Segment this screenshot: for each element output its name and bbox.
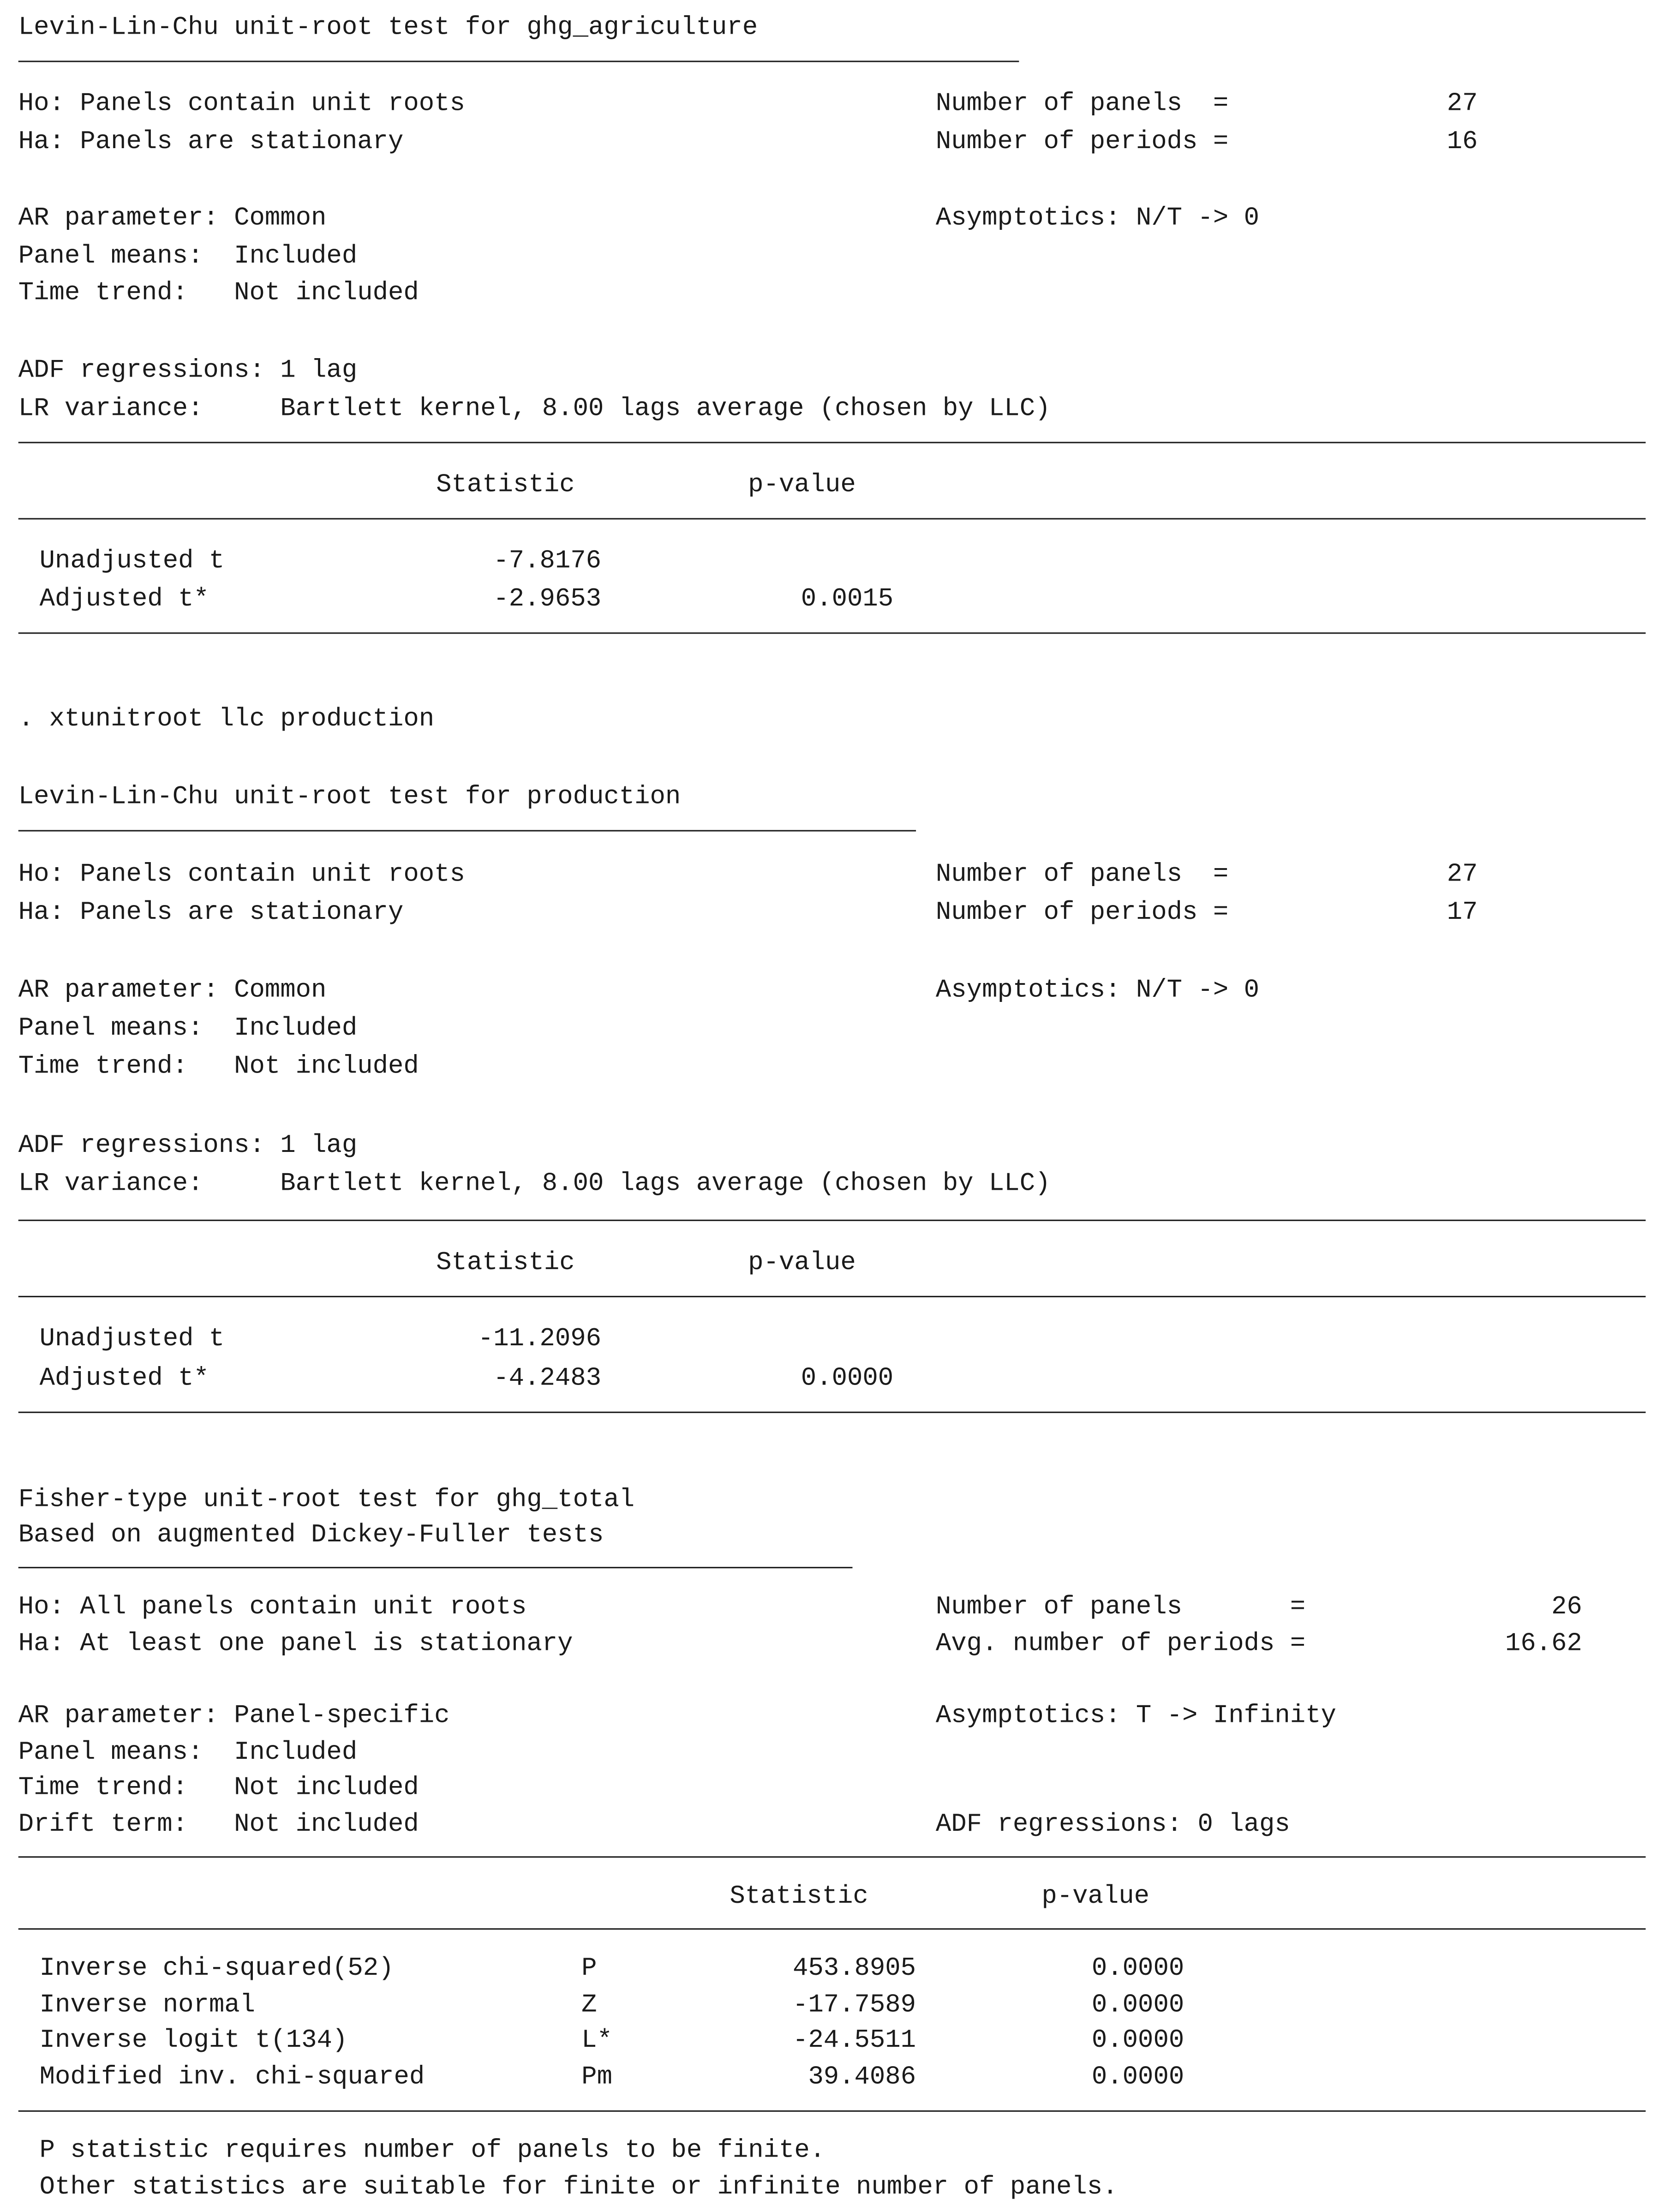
null-hypothesis: Ho: All panels contain unit roots bbox=[18, 1594, 527, 1622]
row-pvalue: 0.0000 bbox=[1091, 2027, 1184, 2056]
row-statistic: -4.2483 bbox=[493, 1365, 602, 1393]
panels-label: Number of panels = bbox=[935, 90, 1229, 119]
column-header-pvalue: p-value bbox=[748, 471, 856, 500]
section-title: Levin-Lin-Chu unit-root test for ghg_agriculture bbox=[18, 14, 758, 42]
ar-parameter: AR parameter: Common bbox=[18, 977, 327, 1005]
row-pvalue: 0.0000 bbox=[1091, 2063, 1184, 2092]
time-trend: Time trend: Not included bbox=[18, 1774, 419, 1803]
section-title: Fisher-type unit-root test for ghg_total bbox=[18, 1486, 635, 1515]
row-pvalue: 0.0000 bbox=[1091, 1991, 1184, 2020]
row-label: Unadjusted t bbox=[39, 1325, 225, 1354]
panels-value: 26 bbox=[1551, 1594, 1582, 1622]
adf-regressions: ADF regressions: 0 lags bbox=[935, 1811, 1290, 1840]
table-top-rule bbox=[18, 1856, 1646, 1858]
row-symbol: P bbox=[581, 1955, 597, 1984]
row-label: Modified inv. chi-squared bbox=[39, 2063, 425, 2092]
title-underline bbox=[18, 830, 916, 832]
panel-means: Panel means: Included bbox=[18, 243, 358, 271]
column-header-pvalue: p-value bbox=[748, 1249, 856, 1278]
row-label: Unadjusted t bbox=[39, 547, 225, 576]
adf-regressions: ADF regressions: 1 lag bbox=[18, 1132, 358, 1161]
drift-term: Drift term: Not included bbox=[18, 1811, 419, 1840]
panels-label: Number of panels = bbox=[935, 861, 1229, 889]
column-header-pvalue: p-value bbox=[1041, 1883, 1150, 1912]
table-top-rule bbox=[18, 1220, 1646, 1221]
row-statistic: -17.7589 bbox=[792, 1991, 916, 2020]
alt-hypothesis: Ha: Panels are stationary bbox=[18, 128, 404, 157]
null-hypothesis: Ho: Panels contain unit roots bbox=[18, 90, 465, 119]
ar-parameter: AR parameter: Common bbox=[18, 204, 327, 233]
footnote: P statistic requires number of panels to be finite. bbox=[39, 2137, 826, 2166]
row-pvalue: 0.0015 bbox=[801, 586, 894, 614]
row-statistic: -24.5511 bbox=[792, 2027, 916, 2056]
row-statistic: -11.2096 bbox=[478, 1325, 602, 1354]
periods-label: Number of periods = bbox=[935, 128, 1229, 157]
asymptotics: Asymptotics: N/T -> 0 bbox=[935, 977, 1259, 1005]
section-title: Levin-Lin-Chu unit-root test for production bbox=[18, 783, 681, 812]
row-statistic: 453.8905 bbox=[792, 1955, 916, 1984]
footnote: Other statistics are suitable for finite or infinite number of panels. bbox=[39, 2174, 1118, 2202]
column-header-statistic: Statistic bbox=[730, 1883, 868, 1912]
header-rule bbox=[18, 518, 1646, 520]
periods-value: 16.62 bbox=[1505, 1630, 1582, 1659]
row-label: Adjusted t* bbox=[39, 1365, 209, 1393]
panels-value: 27 bbox=[1447, 90, 1478, 119]
title-underline bbox=[18, 1567, 853, 1568]
time-trend: Time trend: Not included bbox=[18, 1053, 419, 1081]
ar-parameter: AR parameter: Panel-specific bbox=[18, 1702, 450, 1731]
row-symbol: Z bbox=[581, 1991, 597, 2020]
panel-means: Panel means: Included bbox=[18, 1739, 358, 1768]
row-pvalue: 0.0000 bbox=[1091, 1955, 1184, 1984]
periods-label: Number of periods = bbox=[935, 899, 1229, 928]
panels-value: 27 bbox=[1447, 861, 1478, 889]
panels-label: Number of panels = bbox=[935, 1594, 1306, 1622]
row-statistic: 39.4086 bbox=[808, 2063, 916, 2092]
header-rule bbox=[18, 1928, 1646, 1930]
row-pvalue: 0.0000 bbox=[801, 1365, 894, 1393]
null-hypothesis: Ho: Panels contain unit roots bbox=[18, 861, 465, 889]
periods-value: 17 bbox=[1447, 899, 1478, 928]
table-bottom-rule bbox=[18, 2110, 1646, 2112]
command-line: . xtunitroot llc production bbox=[18, 706, 435, 734]
asymptotics: Asymptotics: N/T -> 0 bbox=[935, 204, 1259, 233]
row-label: Inverse logit t(134) bbox=[39, 2027, 348, 2056]
lr-variance: LR variance: Bartlett kernel, 8.00 lags average (chosen by LLC) bbox=[18, 395, 1051, 424]
row-statistic: -7.8176 bbox=[493, 547, 602, 576]
section-subtitle: Based on augmented Dickey-Fuller tests bbox=[18, 1522, 604, 1550]
periods-label: Avg. number of periods = bbox=[935, 1630, 1306, 1659]
table-bottom-rule bbox=[18, 632, 1646, 634]
time-trend: Time trend: Not included bbox=[18, 279, 419, 308]
row-statistic: -2.9653 bbox=[493, 586, 602, 614]
header-rule bbox=[18, 1296, 1646, 1297]
asymptotics: Asymptotics: T -> Infinity bbox=[935, 1702, 1336, 1731]
table-top-rule bbox=[18, 442, 1646, 443]
alt-hypothesis: Ha: At least one panel is stationary bbox=[18, 1630, 573, 1659]
row-label: Adjusted t* bbox=[39, 586, 209, 614]
adf-regressions: ADF regressions: 1 lag bbox=[18, 357, 358, 386]
row-symbol: L* bbox=[581, 2027, 612, 2056]
row-symbol: Pm bbox=[581, 2063, 612, 2092]
row-label: Inverse chi-squared(52) bbox=[39, 1955, 394, 1984]
alt-hypothesis: Ha: Panels are stationary bbox=[18, 899, 404, 928]
column-header-statistic: Statistic bbox=[436, 471, 575, 500]
panel-means: Panel means: Included bbox=[18, 1015, 358, 1043]
column-header-statistic: Statistic bbox=[436, 1249, 575, 1278]
row-label: Inverse normal bbox=[39, 1991, 256, 2020]
table-bottom-rule bbox=[18, 1412, 1646, 1413]
periods-value: 16 bbox=[1447, 128, 1478, 157]
lr-variance: LR variance: Bartlett kernel, 8.00 lags average (chosen by LLC) bbox=[18, 1170, 1051, 1199]
title-underline bbox=[18, 61, 1019, 62]
